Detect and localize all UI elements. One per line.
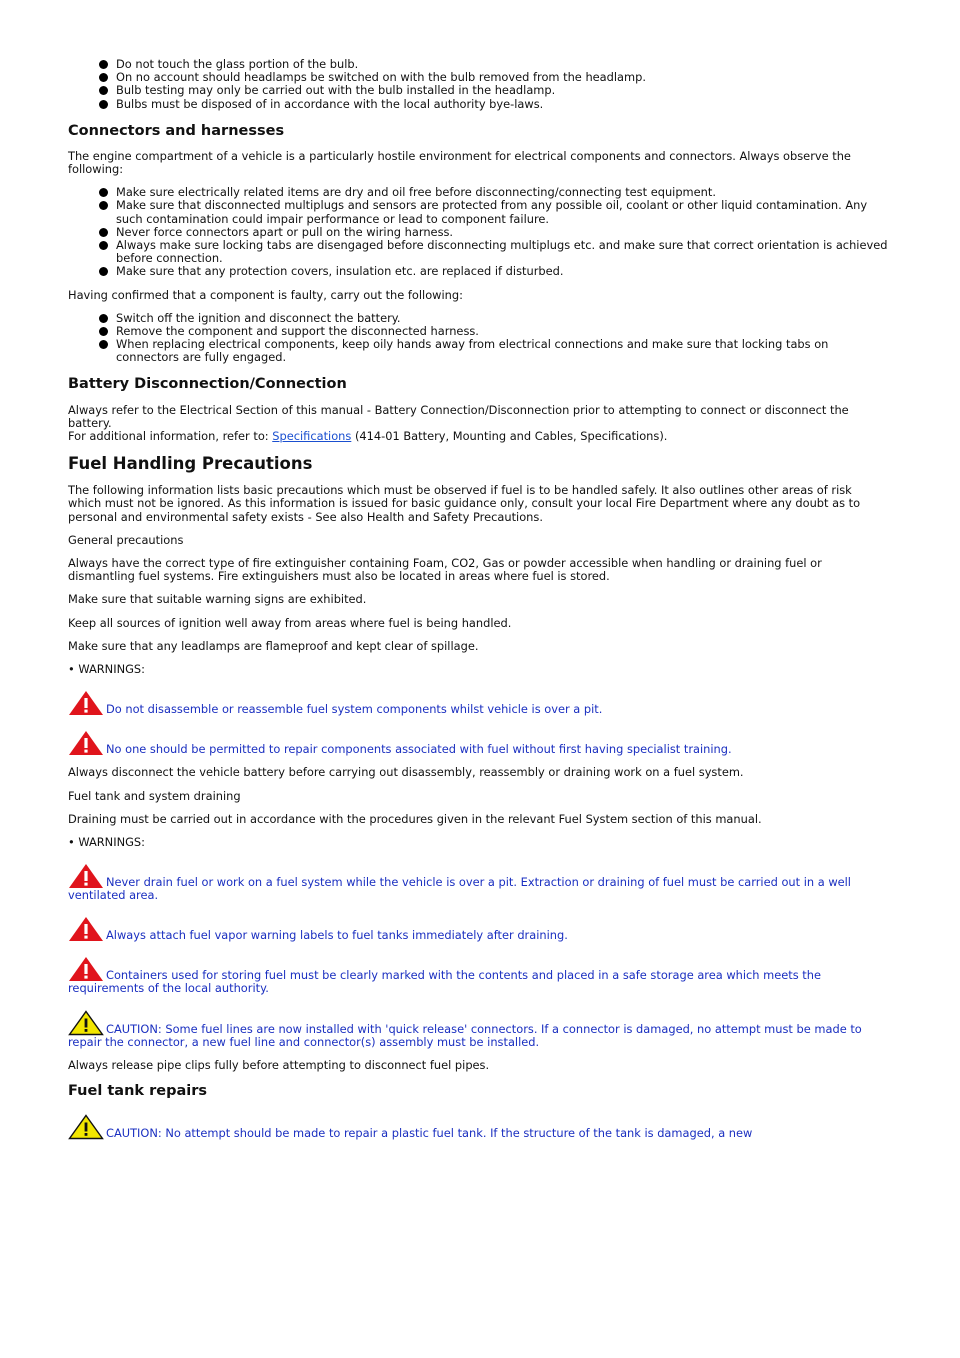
reference-suffix: (414-01 Battery, Mounting and Cables, Specifications). bbox=[351, 429, 668, 444]
warning-icon bbox=[68, 956, 104, 982]
connectors-heading: Connectors and harnesses bbox=[68, 122, 285, 139]
list-item: Make sure electrically related items are dry and oil free before disconnecting/connecting test equipment. bbox=[116, 186, 888, 199]
caution-text: CAUTION: No attempt should be made to repair a plastic fuel tank. If the structure of the tank is damaged, a new bbox=[106, 1125, 753, 1140]
list-item: Switch off the ignition and disconnect the battery. bbox=[116, 312, 888, 325]
list-item: Bulbs must be disposed of in accordance with the local authority bye-laws. bbox=[116, 98, 888, 111]
draining-paragraph: Draining must be carried out in accordance with the procedures given in the relevant Fuel System section of this manual. bbox=[68, 811, 762, 826]
list-item: When replacing electrical components, keep oily hands away from electrical connections and make sure that locking tabs on connectors are fully engaged. bbox=[116, 338, 888, 364]
warning-note bbox=[68, 916, 888, 942]
warning-icon bbox=[68, 730, 104, 756]
caution-icon bbox=[68, 1114, 104, 1140]
warnings-label: • WARNINGS: bbox=[68, 662, 145, 677]
caution-note bbox=[68, 1010, 888, 1049]
battery-heading: Battery Disconnection/Connection bbox=[68, 375, 347, 392]
warning-note bbox=[68, 956, 888, 995]
list-item: Bulb testing may only be carried out with the bulb installed in the headlamp. bbox=[116, 84, 888, 97]
fault-bullets bbox=[68, 312, 888, 365]
warning-text: Do not disassemble or reassemble fuel system components whilst vehicle is over a pit. bbox=[106, 702, 603, 717]
list-item: On no account should headlamps be switched on with the bulb removed from the headlamp. bbox=[116, 71, 888, 84]
tank-repairs-heading: Fuel tank repairs bbox=[68, 1082, 207, 1099]
manual-page bbox=[68, 58, 888, 1140]
fuel-heading: Fuel Handling Precautions bbox=[68, 454, 313, 474]
warning-note bbox=[68, 863, 888, 902]
warning-text: Always attach fuel vapor warning labels to fuel tanks immediately after draining. bbox=[106, 928, 568, 943]
warning-text: Containers used for storing fuel must be clearly marked with the contents and placed in a safe storage area which meets the requirements of the local authority. bbox=[68, 968, 821, 996]
list-item: Do not touch the glass portion of the bulb. bbox=[116, 58, 888, 71]
draining-label: Fuel tank and system draining bbox=[68, 788, 241, 803]
bulb-bullets bbox=[68, 58, 888, 111]
caution-icon bbox=[68, 1010, 104, 1036]
caution-note bbox=[68, 1114, 888, 1140]
battery-text: Always refer to the Electrical Section of this manual - Battery Connection/Disconnection prior to attempting to connect or disconnect the battery. bbox=[68, 402, 849, 430]
connectors-bullets bbox=[68, 186, 888, 278]
fault-intro: Having confirmed that a component is faulty, carry out the following: bbox=[68, 287, 463, 302]
warning-note bbox=[68, 730, 888, 756]
connectors-intro: The engine compartment of a vehicle is a particularly hostile environment for electrical components and connectors. Always observe the following: bbox=[68, 148, 851, 177]
disconnect-battery-paragraph: Always disconnect the vehicle battery before carrying out disassembly, reassembly or draining work on a fuel system. bbox=[68, 765, 744, 780]
list-item: Make sure that disconnected multiplugs and sensors are protected from any possible oil, coolant or other liquid contamination. Any such contamination could impair performance or lead to component failure. bbox=[116, 199, 888, 225]
fuel-intro: The following information lists basic precautions which must be observed if fuel is to be handled safely. It also outlines other areas of risk which must not be ignored. As this information is issued for basic guidance only, consult your local Fire Department where any doubt as to personal and environmental safety exists - See also Health and Safety Precautions. bbox=[68, 483, 861, 524]
warning-icon bbox=[68, 690, 104, 716]
list-item: Never force connectors apart or pull on the wiring harness. bbox=[116, 226, 888, 239]
warning-icon bbox=[68, 863, 104, 889]
warning-icon bbox=[68, 916, 104, 942]
reference-prefix: For additional information, refer to: bbox=[68, 429, 273, 444]
extinguisher-paragraph: Always have the correct type of fire extinguisher containing Foam, CO2, Gas or powder accessible when handling or draining fuel or dismantling fuel systems. Fire extinguishers must also be located in areas where fuel is stored. bbox=[68, 556, 822, 584]
warning-signs-paragraph: Make sure that suitable warning signs are exhibited. bbox=[68, 592, 367, 607]
general-precautions-label: General precautions bbox=[68, 532, 184, 547]
list-item: Remove the component and support the disconnected harness. bbox=[116, 325, 888, 338]
pipe-clips-paragraph: Always release pipe clips fully before attempting to disconnect fuel pipes. bbox=[68, 1057, 490, 1072]
list-item: Make sure that any protection covers, insulation etc. are replaced if disturbed. bbox=[116, 265, 888, 278]
specifications-link[interactable]: Specifications bbox=[272, 429, 352, 444]
list-item: Always make sure locking tabs are disengaged before disconnecting multiplugs etc. and make sure that correct orientation is achieved before connection. bbox=[116, 238, 888, 266]
ignition-paragraph: Keep all sources of ignition well away from areas where fuel is being handled. bbox=[68, 615, 512, 630]
warnings-label: • WARNINGS: bbox=[68, 834, 145, 849]
caution-text: CAUTION: Some fuel lines are now installed with 'quick release' connectors. If a connector is damaged, no attempt must be made to repair the connector, a new fuel line and connector(s) assembly must be installed. bbox=[68, 1021, 862, 1049]
leadlamps-paragraph: Make sure that any leadlamps are flameproof and kept clear of spillage. bbox=[68, 638, 479, 653]
warning-note bbox=[68, 690, 888, 716]
battery-reference bbox=[68, 430, 888, 443]
warning-text: Never drain fuel or work on a fuel system while the vehicle is over a pit. Extraction or draining of fuel must be carried out in a well ventilated area. bbox=[68, 874, 851, 903]
warning-text: No one should be permitted to repair components associated with fuel without first having specialist training. bbox=[106, 742, 732, 757]
